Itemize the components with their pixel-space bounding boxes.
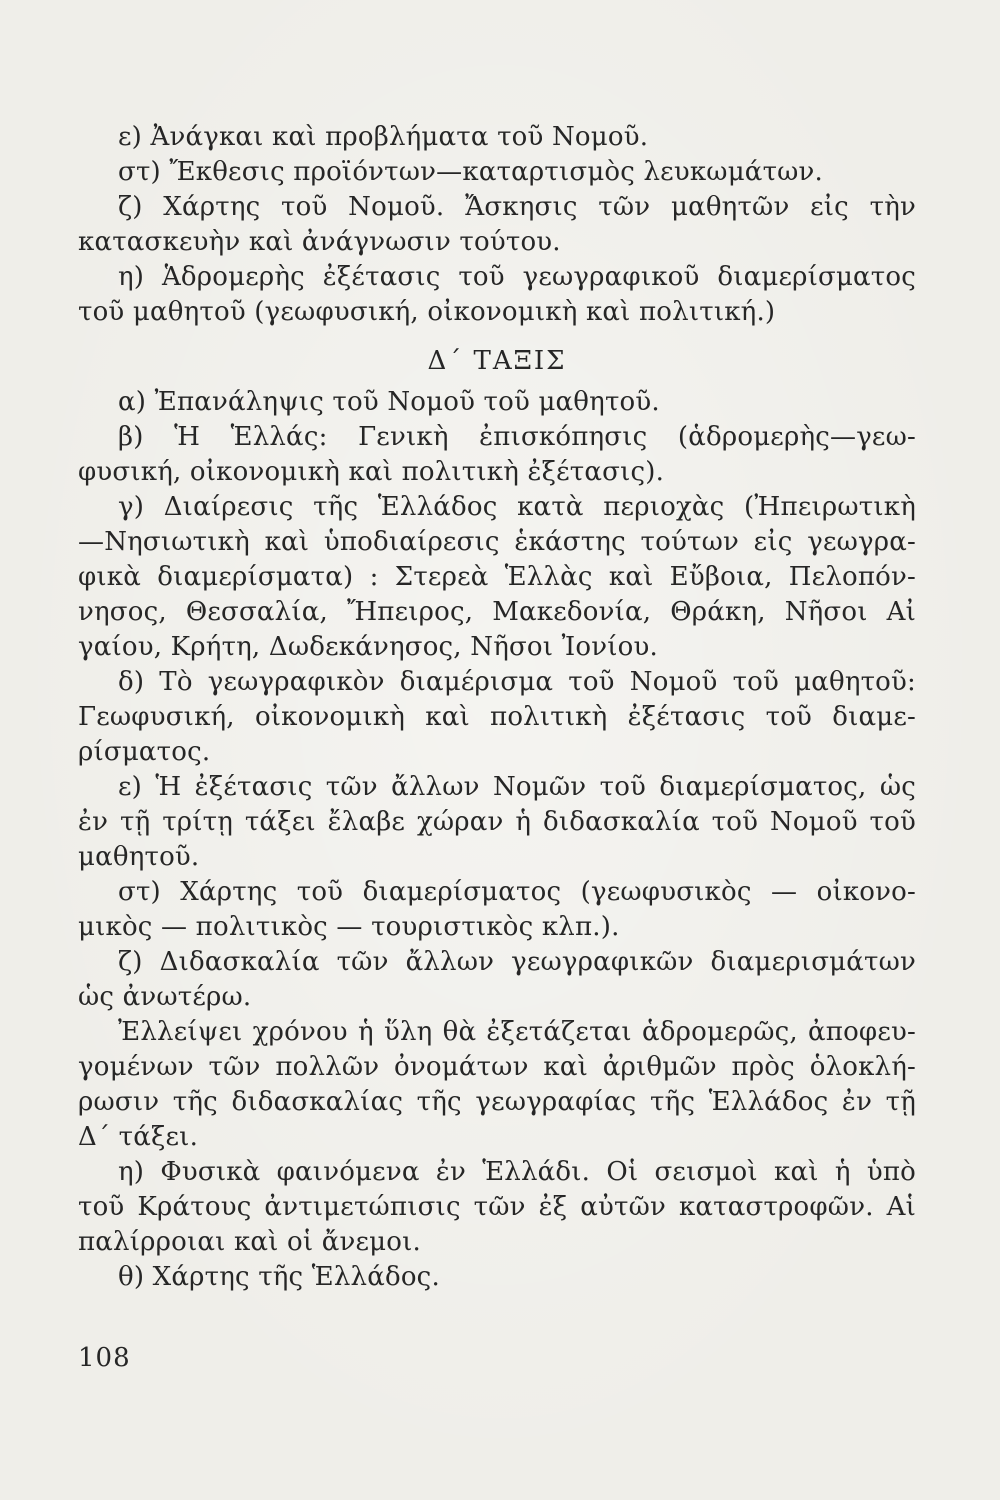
text-line: γαίου, Κρήτη, Δωδεκάνησος, Νῆσοι Ἰονίου. [78,632,658,662]
text-line: ρωσιν τῆς διδασκαλίας τῆς γεωγραφίας τῆς Ἑλλάδος ἐν τῇ [78,1087,916,1117]
text-line: ὡς ἀνωτέρω. [78,982,252,1012]
text-line: α) Ἐπανάληψις τοῦ Νομοῦ τοῦ μαθητοῦ. [118,387,660,417]
text-line: φικὰ διαμερίσματα) : Στερεὰ Ἑλλὰς καὶ Εὔβοια, Πελοπόν- [78,562,916,592]
text-line: ε) Ἡ ἐξέτασις τῶν ἄλλων Νομῶν τοῦ διαμερίσματος, ὡς [118,772,916,802]
text-line: φυσική, οἰκονομικὴ καὶ πολιτικὴ ἐξέτασις). [78,457,665,487]
text-line: γ) Διαίρεσις τῆς Ἑλλάδος κατὰ περιοχὰς (Ἠπειρωτικὴ [118,492,916,522]
text-line: μαθητοῦ. [78,842,200,872]
text-line: ἐν τῇ τρίτῃ τάξει ἔλαβε χώραν ἡ διδασκαλία τοῦ Νομοῦ τοῦ [78,807,916,837]
page-number: 108 [78,1343,131,1373]
text-line: Ἐλλείψει χρόνου ἡ ὕλη θὰ ἐξετάζεται ἁδρομερῶς, ἀποφευ- [118,1017,916,1047]
section-heading: Δ΄ ΤΑΞΙΣ [427,346,567,376]
text-line: ζ) Διδασκαλία τῶν ἄλλων γεωγραφικῶν διαμερισμάτων [118,947,916,977]
text-line: —Νησιωτικὴ καὶ ὑποδιαίρεσις ἑκάστης τούτων εἰς γεωγρα- [78,527,916,557]
text-line: παλίρροιαι καὶ οἱ ἄνεμοι. [78,1227,421,1257]
text-line: μικὸς — πολιτικὸς — τουριστικὸς κλπ.). [78,912,620,942]
text-line: ζ) Χάρτης τοῦ Νομοῦ. Ἄσκησις τῶν μαθητῶν εἰς τὴν [118,192,916,222]
text-line: νησος, Θεσσαλία, Ἤπειρος, Μακεδονία, Θράκη, Νῆσοι Αἰ [78,597,916,627]
text-line: στ) Ἔκθεσις προϊόντων—καταρτισμὸς λευκωμάτων. [118,157,824,187]
text-line: ε) Ἀνάγκαι καὶ προβλήματα τοῦ Νομοῦ. [118,122,649,152]
text-line: στ) Χάρτης τοῦ διαμερίσματος (γεωφυσικὸς — οἰκονο- [118,877,916,907]
text-line: ρίσματος. [78,737,211,767]
text-line: θ) Χάρτης τῆς Ἑλλάδος. [118,1262,440,1292]
page-text [78,120,916,1295]
text-line: γομένων τῶν πολλῶν ὀνομάτων καὶ ἀριθμῶν πρὸς ὁλοκλή- [78,1052,916,1082]
text-line: τοῦ μαθητοῦ (γεωφυσική, οἰκονομικὴ καὶ πολιτική.) [78,297,776,327]
text-line: β) Ἡ Ἑλλάς: Γενικὴ ἐπισκόπησις (ἁδρομερὴς—γεω- [118,422,916,452]
text-line: η) Φυσικὰ φαινόμενα ἐν Ἑλλάδι. Οἱ σεισμοὶ καὶ ἡ ὑπὸ [118,1157,916,1187]
text-line: κατασκευὴν καὶ ἀνάγνωσιν τούτου. [78,227,561,257]
text-line: Γεωφυσική, οἰκονομικὴ καὶ πολιτικὴ ἐξέτασις τοῦ διαμε- [78,702,916,732]
text-line: δ) Τὸ γεωγραφικὸν διαμέρισμα τοῦ Νομοῦ τοῦ μαθητοῦ: [118,667,916,697]
text-line: η) Ἁδρομερὴς ἐξέτασις τοῦ γεωγραφικοῦ διαμερίσματος [118,262,916,292]
text-line: τοῦ Κράτους ἀντιμετώπισις τῶν ἐξ αὐτῶν καταστροφῶν. Αἱ [78,1192,916,1222]
text-line: Δ΄ τάξει. [78,1122,199,1152]
